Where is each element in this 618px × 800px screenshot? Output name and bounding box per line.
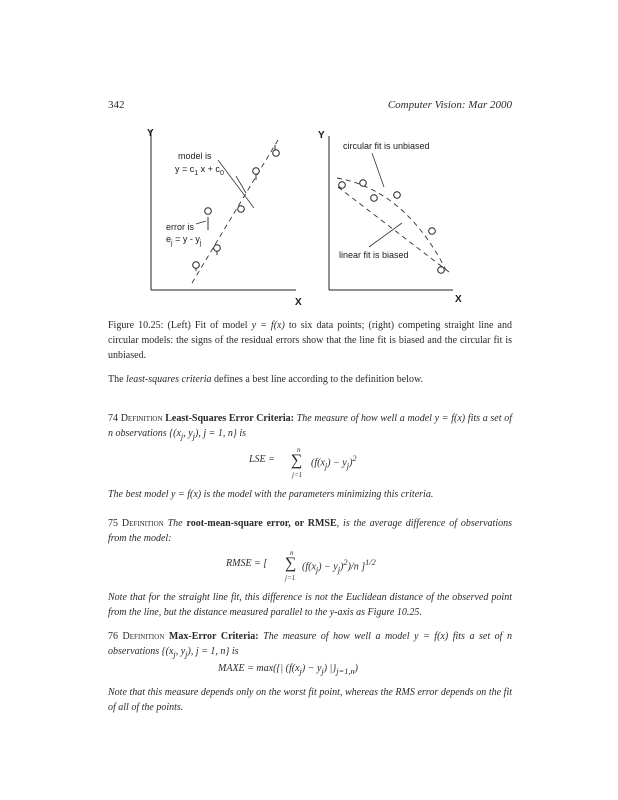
- data-point: [371, 195, 378, 202]
- error-pointer: [196, 221, 206, 224]
- def-number: 74: [108, 413, 118, 424]
- running-title: Computer Vision: Mar 2000: [387, 99, 512, 111]
- data-point: [360, 180, 367, 187]
- data-point: [193, 262, 200, 269]
- definition-76: 76 Definition Max-Error Criteria: The measure of how well a model y = f(x) fits a set of n observations {($x_j$, $y_j$), j = 1, n} is: [108, 631, 513, 659]
- data-point: [238, 206, 245, 213]
- def-keyword: Definition: [122, 631, 165, 642]
- def-title: Least-Squares Error Criteria:: [165, 413, 294, 424]
- rmse-equation: RMSE = [: [226, 558, 268, 569]
- sum-lower: j=1: [285, 574, 296, 582]
- figure-caption: Figure 10.25: (Left) Fit of model y = f(x) to six data points; (right) competing straight line and circular models: the signs of the residual errors show that the line fit is biased and the circular fit is unbiased.: [108, 320, 512, 361]
- data-point: [253, 168, 260, 175]
- lse-rhs: $(f(x_j) - y_j)^2$: [311, 454, 357, 471]
- data-point: [214, 245, 221, 252]
- model-label-line2: $y = c_1$ $x + c_0$: [175, 164, 224, 177]
- data-point: [205, 208, 212, 215]
- sum-sign: ∑: [291, 452, 303, 469]
- def-keyword: Definition: [120, 413, 163, 424]
- linear-fit-label: linear fit is biased: [339, 250, 409, 260]
- right-panel: [318, 130, 462, 305]
- maxe-note: Note that this measure depends only on the worst fit point, whereas the RMS error depends on the fit of all of the points.: [108, 687, 512, 713]
- data-point: [273, 150, 280, 157]
- right-y-label: Y: [318, 130, 325, 141]
- lse-equation: LSE =: [249, 454, 275, 465]
- definition-74: 74 Definition Least-Squares Error Criteria: The measure of how well a model y = f(x) fits a set of n observations {($x_j$, $y_j$), j = 1, n} is: [108, 413, 512, 441]
- sum-upper: n: [290, 549, 294, 557]
- linear-pointer: [369, 223, 402, 247]
- left-panel: [147, 128, 302, 308]
- left-x-label: X: [295, 297, 302, 308]
- circular-fit-label: circular fit is unbiased: [343, 141, 430, 151]
- def-number: 76: [108, 631, 118, 642]
- maxe-equation: MAXE = max({| $(f(x_j) - y_j)$ $|\}_{j=1,n}$): [218, 663, 358, 676]
- data-point: [394, 192, 401, 199]
- sum-lower: j=1: [292, 471, 303, 479]
- data-point: [339, 182, 346, 189]
- circular-pointer: [372, 153, 384, 187]
- rmse-note: Note that for the straight line fit, this difference is not the Euclidean distance of the observed point from the line, but the distance measured parallel to the y-axis as Figure 10.25.: [108, 592, 512, 618]
- error-label-line2: $e_j = y - y_j$: [166, 234, 202, 247]
- left-y-label: Y: [147, 128, 154, 139]
- right-x-label: X: [455, 294, 462, 305]
- error-label-line1: error is: [166, 222, 195, 232]
- def-title: root-mean-square error, or RMSE: [186, 518, 337, 529]
- model-pointer: [218, 160, 254, 208]
- model-label-line1: model is: [178, 151, 212, 161]
- intro-paragraph: The least-squares criteria defines a best line according to the definition below.: [108, 374, 424, 385]
- data-point: [429, 228, 436, 235]
- data-point: [438, 267, 445, 274]
- rmse-rhs: $(f(x_j) - y_j)^2)/n$ ]$^{1/2}$: [302, 558, 376, 575]
- sum-sign: ∑: [285, 555, 297, 572]
- def-title: Max-Error Criteria:: [168, 631, 259, 642]
- def-number: 75: [108, 518, 118, 529]
- definition-75: 75 Definition The root-mean-square error, or RMSE, is the average difference of observations from the model:: [108, 518, 513, 544]
- def-keyword: Definition: [121, 518, 164, 529]
- best-model-text: The best model y = f(x) is the model with the parameters minimizing this criteria.: [108, 489, 434, 500]
- sum-upper: n: [297, 446, 301, 454]
- page-number: 342: [108, 99, 125, 111]
